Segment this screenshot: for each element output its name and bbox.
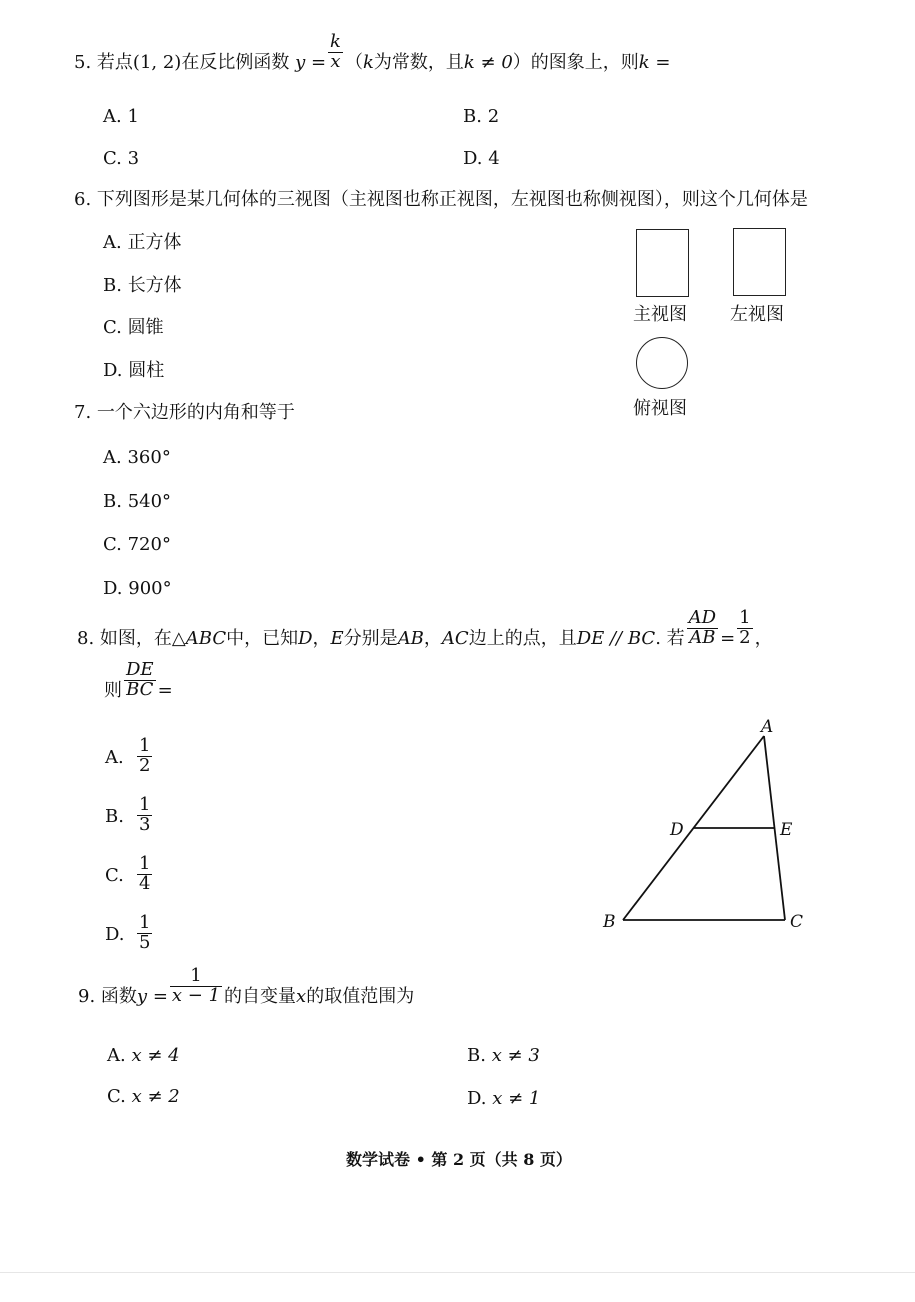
q6-option-b[interactable]: B. 长方体 (103, 275, 182, 296)
left-view-caption: 左视图 (730, 304, 784, 325)
q8-option-d-fraction: $\frac{1}{5}$ (139, 912, 151, 953)
q6-stem: 6. 下列图形是某几何体的三视图（主视图也称正视图，左视图也称侧视图），则这个几何体是 (74, 189, 808, 210)
q5-option-d[interactable]: D. 4 (463, 148, 500, 169)
page-footer: 数学试卷 • 第 2 页（共 8 页） (346, 1150, 572, 1169)
label-b: B (603, 912, 616, 932)
q9-number: 9. (78, 986, 96, 1007)
q6-option-a[interactable]: A. 正方体 (103, 232, 182, 253)
q7-option-a[interactable]: A. 360° (103, 447, 171, 468)
q9-fraction: $\frac{1}{x - 1}$ (171, 964, 221, 1006)
q7-option-d[interactable]: D. 900° (103, 578, 172, 599)
q8-question-line: 则 $\frac{DE}{BC}$ = (104, 658, 173, 701)
q7-option-c[interactable]: C. 720° (103, 534, 171, 555)
q5-option-b[interactable]: B. 2 (463, 106, 500, 127)
q8-stem: 8. 如图，在△ABC中，已知D，E分别是AB，AC边上的点，且DE // BC. 若 $\frac{AD}{AB}$ = $\frac{1}{2}$ ， (77, 606, 773, 649)
label-e: E (780, 820, 793, 840)
q5-option-c[interactable]: C. 3 (103, 148, 140, 169)
label-c: C (790, 912, 804, 932)
q8-number: 8. (77, 628, 95, 649)
q7-number: 7. (74, 402, 92, 423)
q7-stem: 7. 一个六边形的内角和等于 (74, 402, 295, 423)
q6-option-c[interactable]: C. 圆锥 (103, 317, 164, 338)
front-view-caption: 主视图 (633, 304, 687, 325)
q9-option-a[interactable]: A. x ≠ 4 (107, 1045, 180, 1066)
page-bottom-divider (0, 1272, 915, 1273)
q8-option-a-fraction: $\frac{1}{2}$ (139, 735, 151, 776)
label-a: A (761, 717, 774, 737)
q6-number: 6. (74, 189, 92, 210)
q8-ratio-de-bc: $\frac{DE}{BC}$ (126, 658, 154, 700)
top-view-caption: 俯视图 (633, 398, 687, 419)
front-view-rectangle (636, 229, 689, 297)
top-view-circle (636, 337, 688, 389)
q9-option-d[interactable]: D. x ≠ 1 (467, 1088, 541, 1109)
label-d: D (670, 820, 684, 840)
q5-number: 5. (74, 52, 92, 73)
q8-option-c-fraction: $\frac{1}{4}$ (139, 853, 151, 894)
q5-option-a[interactable]: A. 1 (103, 106, 139, 127)
q8-ratio-half: $\frac{1}{2}$ (739, 606, 751, 648)
triangle-figure (590, 710, 820, 940)
q9-option-b[interactable]: B. x ≠ 3 (467, 1045, 540, 1066)
q9-stem: 9. 函数y = $\frac{1}{x - 1}$ 的自变量x的取值范围为 (78, 964, 415, 1007)
left-view-rectangle (733, 228, 786, 296)
q8-ratio-ad-ab: $\frac{AD}{AB}$ (688, 606, 717, 648)
q9-option-c[interactable]: C. x ≠ 2 (107, 1086, 180, 1107)
q7-option-b[interactable]: B. 540° (103, 491, 172, 512)
q5-fraction: $\frac{k}{x}$ (330, 30, 341, 72)
q8-option-b-fraction: $\frac{1}{3}$ (139, 794, 151, 835)
q5-stem: 5. 若点(1, 2)在反比例函数 y = $\frac{k}{x}$ （k为常数，且k ≠ 0）的图象上，则k = (74, 30, 671, 73)
q6-option-d[interactable]: D. 圆柱 (103, 360, 165, 381)
